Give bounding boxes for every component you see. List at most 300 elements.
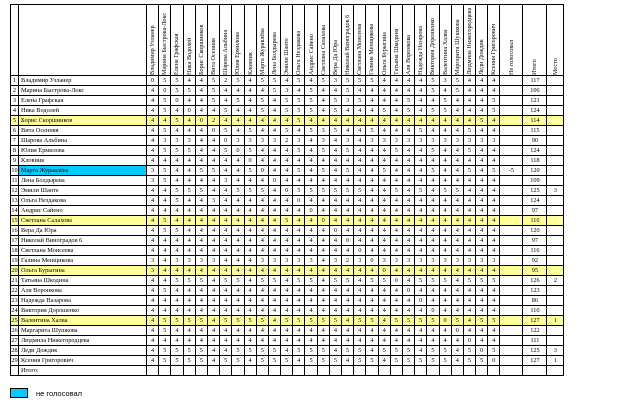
score-cell: 4 [390, 246, 402, 256]
score-cell: 4 [268, 296, 280, 306]
score-cell: 4 [402, 216, 414, 226]
score-cell: 4 [232, 216, 244, 226]
score-cell: 5 [195, 356, 207, 366]
total-cell: 127 [523, 356, 547, 366]
score-cell: 4 [427, 96, 439, 106]
score-cell: 4 [354, 166, 366, 176]
score-cell: 5 [220, 106, 232, 116]
score-cell: 5 [439, 96, 451, 106]
score-cell: 5 [159, 216, 171, 226]
footer-cell [476, 366, 488, 376]
score-cell: 4 [366, 326, 378, 336]
score-cell: 4 [488, 176, 500, 186]
column-header [317, 5, 329, 76]
score-cell: 4 [451, 226, 463, 236]
score-cell: 4 [329, 286, 341, 296]
score-cell: 4 [366, 336, 378, 346]
table-row [11, 306, 564, 316]
score-cell: 5 [329, 276, 341, 286]
legend-swatch [10, 388, 28, 398]
column-header [220, 5, 232, 76]
score-cell: 4 [305, 116, 317, 126]
score-cell: 4 [220, 296, 232, 306]
score-cell: 0 [220, 136, 232, 146]
score-cell: 4 [354, 116, 366, 126]
score-cell: 4 [171, 126, 183, 136]
score-cell: 4 [207, 156, 219, 166]
footer-cell [378, 366, 390, 376]
column-header [500, 5, 523, 76]
participant-name: Ольга Нездакова [19, 196, 147, 206]
score-cell: 4 [463, 216, 475, 226]
score-cell: 4 [415, 106, 427, 116]
score-cell: 4 [281, 236, 293, 246]
score-cell: 4 [244, 216, 256, 226]
column-header-label: Не голосовал [507, 39, 515, 75]
score-cell: 4 [256, 156, 268, 166]
score-cell: 4 [463, 86, 475, 96]
participant-name: Николай Виноградов 6 [19, 236, 147, 246]
score-cell: 4 [402, 226, 414, 236]
header-row [11, 5, 564, 76]
score-cell: 4 [244, 276, 256, 286]
score-cell: 3 [463, 256, 475, 266]
score-cell: 0 [207, 126, 219, 136]
score-cell: 4 [366, 286, 378, 296]
score-cell: 4 [268, 326, 280, 336]
score-cell: 5 [159, 166, 171, 176]
score-cell: 4 [451, 236, 463, 246]
score-cell: 4 [195, 306, 207, 316]
score-cell: 4 [268, 206, 280, 216]
participant-name: Эмили Шанте [19, 186, 147, 196]
score-cell: 4 [463, 106, 475, 116]
footer-cell [451, 366, 463, 376]
score-cell: 4 [463, 226, 475, 236]
place-cell [547, 146, 564, 156]
score-cell: 4 [293, 296, 305, 306]
score-cell: 4 [427, 226, 439, 236]
score-cell: 4 [354, 226, 366, 236]
score-cell: 4 [183, 246, 195, 256]
score-cell: 4 [378, 156, 390, 166]
score-cell: 4 [268, 286, 280, 296]
score-cell: 4 [207, 106, 219, 116]
table-row [11, 266, 564, 276]
score-cell: 3 [207, 256, 219, 266]
column-header [476, 5, 488, 76]
score-cell: 4 [183, 96, 195, 106]
score-cell: 4 [207, 266, 219, 276]
score-cell: 2 [281, 136, 293, 146]
score-cell: 0 [390, 276, 402, 286]
score-cell: 5 [195, 186, 207, 196]
table-row [11, 316, 564, 326]
place-cell [547, 286, 564, 296]
score-cell: 4 [378, 146, 390, 156]
score-cell: 4 [317, 326, 329, 336]
score-cell: 4 [439, 146, 451, 156]
score-cell: 3 [329, 76, 341, 86]
score-cell: 4 [207, 276, 219, 286]
score-cell: 0 [195, 116, 207, 126]
score-cell: 5 [354, 76, 366, 86]
score-cell: 4 [390, 126, 402, 136]
score-cell: 4 [451, 156, 463, 166]
score-cell: 3 [476, 256, 488, 266]
footer-cell [415, 366, 427, 376]
score-cell: 5 [390, 186, 402, 196]
score-cell: 4 [329, 346, 341, 356]
score-cell: 4 [183, 226, 195, 236]
score-cell: 5 [171, 226, 183, 236]
column-header [523, 5, 547, 76]
column-header [427, 5, 439, 76]
score-cell: 4 [244, 246, 256, 256]
score-cell: 5 [427, 146, 439, 156]
score-cell: 0 [439, 316, 451, 326]
column-header [195, 5, 207, 76]
score-cell: 5 [427, 166, 439, 176]
score-cell: 4 [195, 296, 207, 306]
score-cell: 4 [402, 326, 414, 336]
score-cell: 5 [488, 276, 500, 286]
column-header [451, 5, 463, 76]
score-cell: 5 [232, 346, 244, 356]
score-cell: 5 [268, 76, 280, 86]
score-cell: 4 [439, 166, 451, 176]
score-cell: 4 [159, 186, 171, 196]
score-cell: 4 [147, 216, 159, 226]
score-cell: 4 [232, 156, 244, 166]
score-cell: 4 [147, 276, 159, 286]
score-cell: 4 [256, 206, 268, 216]
score-cell: 4 [207, 136, 219, 146]
score-cell: 4 [439, 236, 451, 246]
score-cell: 4 [232, 206, 244, 216]
participant-name: Елена Графская [19, 96, 147, 106]
score-cell: 4 [488, 186, 500, 196]
score-cell: 4 [402, 266, 414, 276]
table-row [11, 96, 564, 106]
score-cell: 5 [463, 146, 475, 156]
score-cell: 4 [159, 306, 171, 316]
score-cell: 4 [342, 326, 354, 336]
score-cell: 4 [244, 286, 256, 296]
score-cell: 4 [147, 186, 159, 196]
score-cell: 4 [427, 266, 439, 276]
score-cell: 4 [378, 176, 390, 186]
place-cell: 1 [547, 356, 564, 366]
score-cell: 4 [293, 336, 305, 346]
score-cell: 4 [451, 166, 463, 176]
score-cell: 4 [317, 336, 329, 346]
score-cell: 3 [366, 136, 378, 146]
score-cell: 4 [366, 346, 378, 356]
total-cell: 110 [523, 306, 547, 316]
score-cell: 3 [171, 136, 183, 146]
score-cell: 4 [207, 246, 219, 256]
score-cell: 4 [402, 176, 414, 186]
participant-name: Юлия Ермилова [19, 146, 147, 156]
column-header [305, 5, 317, 76]
score-cell: 4 [476, 306, 488, 316]
score-cell: 4 [476, 206, 488, 216]
score-cell: 4 [476, 216, 488, 226]
score-cell: 4 [305, 156, 317, 166]
column-header-label: Светлана Моисеева [356, 23, 364, 75]
total-cell: 126 [523, 276, 547, 286]
score-cell: 4 [415, 326, 427, 336]
score-cell: 5 [305, 276, 317, 286]
score-cell: 3 [293, 136, 305, 146]
score-cell: 4 [171, 336, 183, 346]
score-cell: 5 [171, 186, 183, 196]
footer-cell [220, 366, 232, 376]
score-cell: 5 [256, 316, 268, 326]
score-cell: 5 [232, 356, 244, 366]
row-number: 16 [11, 227, 18, 234]
score-cell: 4 [147, 116, 159, 126]
score-cell: 4 [147, 346, 159, 356]
footer-cell [354, 366, 366, 376]
row-number: 4 [11, 106, 19, 116]
score-cell: 4 [439, 226, 451, 236]
score-cell: 4 [329, 246, 341, 256]
score-cell: 4 [439, 266, 451, 276]
total-cell: 106 [523, 86, 547, 96]
score-cell: 3 [415, 256, 427, 266]
column-header [342, 5, 354, 76]
score-cell: 4 [451, 336, 463, 346]
total-cell: 116 [523, 246, 547, 256]
score-cell: 4 [195, 226, 207, 236]
table-row [11, 156, 564, 166]
score-cell: 4 [354, 306, 366, 316]
score-cell: 4 [378, 126, 390, 136]
score-cell: 4 [329, 206, 341, 216]
score-cell: 5 [354, 316, 366, 326]
score-cell: 5 [402, 106, 414, 116]
table-row [11, 246, 564, 256]
score-cell: 4 [147, 146, 159, 156]
score-cell: 4 [207, 316, 219, 326]
participant-name: Борис Скоршинков [19, 116, 147, 126]
score-cell: 5 [220, 146, 232, 156]
score-cell: 4 [463, 116, 475, 126]
score-cell: 4 [159, 196, 171, 206]
table-row [11, 216, 564, 226]
score-cell: 4 [402, 166, 414, 176]
score-cell: 4 [390, 116, 402, 126]
score-cell: 4 [476, 246, 488, 256]
column-header [329, 5, 341, 76]
score-cell: 4 [329, 196, 341, 206]
column-header-label: Галина Менщикова [368, 23, 376, 75]
row-number: 11 [11, 177, 18, 184]
score-cell: 4 [207, 176, 219, 186]
score-cell: 4 [220, 336, 232, 346]
score-cell: 4 [415, 336, 427, 346]
footer-cell [500, 366, 523, 376]
score-cell: 5 [159, 356, 171, 366]
score-cell: 4 [281, 336, 293, 346]
score-cell: 4 [354, 276, 366, 286]
score-cell: -5 [500, 166, 523, 176]
score-cell: 4 [354, 286, 366, 296]
column-header [354, 5, 366, 76]
participant-name: Марта Журавлёва [19, 166, 147, 176]
score-cell: 5 [232, 76, 244, 86]
score-cell: 5 [439, 276, 451, 286]
score-cell: 5 [402, 96, 414, 106]
score-cell: 5 [159, 106, 171, 116]
score-cell: 4 [415, 226, 427, 236]
score-cell: 4 [147, 86, 159, 96]
place-cell [547, 306, 564, 316]
column-header [293, 5, 305, 76]
score-cell: 4 [207, 206, 219, 216]
row-number: 28 [11, 347, 18, 354]
footer-label: Итого: [19, 366, 147, 376]
score-cell: 4 [390, 226, 402, 236]
column-header-label: Маргарита Шушкова [453, 19, 461, 75]
participant-name: Ольга Бурыгина [19, 266, 147, 276]
score-cell: 5 [366, 356, 378, 366]
score-cell: 4 [390, 306, 402, 316]
score-cell: 3 [488, 136, 500, 146]
score-cell: 5 [305, 346, 317, 356]
score-cell: 4 [305, 136, 317, 146]
total-cell: 120 [523, 166, 547, 176]
score-cell: 4 [366, 246, 378, 256]
score-cell: 4 [378, 116, 390, 126]
score-cell: 4 [256, 216, 268, 226]
score-cell: 3 [427, 256, 439, 266]
score-cell: 4 [171, 106, 183, 116]
score-cell: 4 [305, 146, 317, 156]
score-cell: 4 [195, 326, 207, 336]
score-cell: 4 [268, 336, 280, 346]
score-cell: 4 [342, 206, 354, 216]
score-cell: 5 [317, 76, 329, 86]
score-cell: 4 [329, 146, 341, 156]
score-cell: 4 [293, 246, 305, 256]
score-cell: 5 [293, 346, 305, 356]
score-cell [500, 136, 523, 146]
score-cell: 4 [183, 336, 195, 346]
score-cell: 4 [183, 266, 195, 276]
score-cell: 5 [329, 316, 341, 326]
score-cell: 5 [476, 316, 488, 326]
score-cell: 4 [220, 96, 232, 106]
score-cell: 4 [415, 146, 427, 156]
column-header [244, 5, 256, 76]
score-cell: 4 [451, 176, 463, 186]
score-cell: 5 [220, 316, 232, 326]
score-cell: 3 [415, 136, 427, 146]
score-cell: 4 [183, 156, 195, 166]
score-cell: 5 [378, 106, 390, 116]
row-number: 5 [11, 116, 19, 126]
score-cell: 4 [463, 266, 475, 276]
score-cell: 4 [268, 126, 280, 136]
table-row [11, 136, 564, 146]
score-cell: 3 [342, 136, 354, 146]
score-cell: 5 [183, 356, 195, 366]
score-cell: 5 [195, 316, 207, 326]
score-cell: 4 [147, 156, 159, 166]
score-cell: 4 [220, 326, 232, 336]
score-cell: 4 [415, 266, 427, 276]
score-cell: 4 [488, 286, 500, 296]
score-cell: 3 [293, 256, 305, 266]
score-cell: 5 [329, 96, 341, 106]
place-cell [547, 86, 564, 96]
score-cell: 4 [232, 326, 244, 336]
score-cell: 4 [159, 246, 171, 256]
footer-cell [232, 366, 244, 376]
row-number: 9 [11, 156, 19, 166]
score-cell: 4 [281, 116, 293, 126]
place-cell: 1 [547, 316, 564, 326]
score-cell: 3 [268, 256, 280, 266]
score-cell: 5 [329, 356, 341, 366]
score-cell: 4 [293, 306, 305, 316]
score-cell: 4 [329, 166, 341, 176]
column-header-label: Вита Осенняя [210, 38, 218, 75]
score-cell: 0 [402, 286, 414, 296]
column-header-label: Марина Быстрова-Локс [161, 12, 169, 75]
score-cell: 5 [451, 316, 463, 326]
score-cell: 4 [342, 156, 354, 166]
footer-cell [317, 366, 329, 376]
score-cell: 4 [415, 166, 427, 176]
score-cell: 5 [390, 316, 402, 326]
row-number: 12 [11, 187, 18, 194]
place-cell [547, 126, 564, 136]
score-cell: 4 [329, 326, 341, 336]
score-cell: 5 [268, 276, 280, 286]
row-number: 3 [11, 96, 19, 106]
score-cell: 4 [256, 176, 268, 186]
place-cell: 3 [547, 186, 564, 196]
column-header-label: Татьяна Шкодина [392, 28, 400, 75]
score-cell: 5 [293, 116, 305, 126]
score-cell: 4 [329, 216, 341, 226]
score-cell: 4 [378, 196, 390, 206]
score-cell: 4 [305, 166, 317, 176]
score-cell: 5 [317, 146, 329, 156]
score-cell: 3 [220, 176, 232, 186]
column-header [256, 5, 268, 76]
total-cell: 122 [523, 326, 547, 336]
score-cell: 4 [244, 206, 256, 216]
score-cell: 5 [427, 356, 439, 366]
score-cell: 4 [439, 156, 451, 166]
score-cell: 4 [268, 196, 280, 206]
score-cell: 4 [476, 236, 488, 246]
score-cell: 4 [402, 306, 414, 316]
score-cell: 2 [342, 256, 354, 266]
score-cell: 4 [195, 86, 207, 96]
score-cell: 4 [232, 286, 244, 296]
participant-name: Лена Болдырева [19, 176, 147, 186]
footer-cell [402, 366, 414, 376]
score-cell: 4 [220, 286, 232, 296]
score-cell: 4 [463, 326, 475, 336]
score-cell: 4 [293, 216, 305, 226]
